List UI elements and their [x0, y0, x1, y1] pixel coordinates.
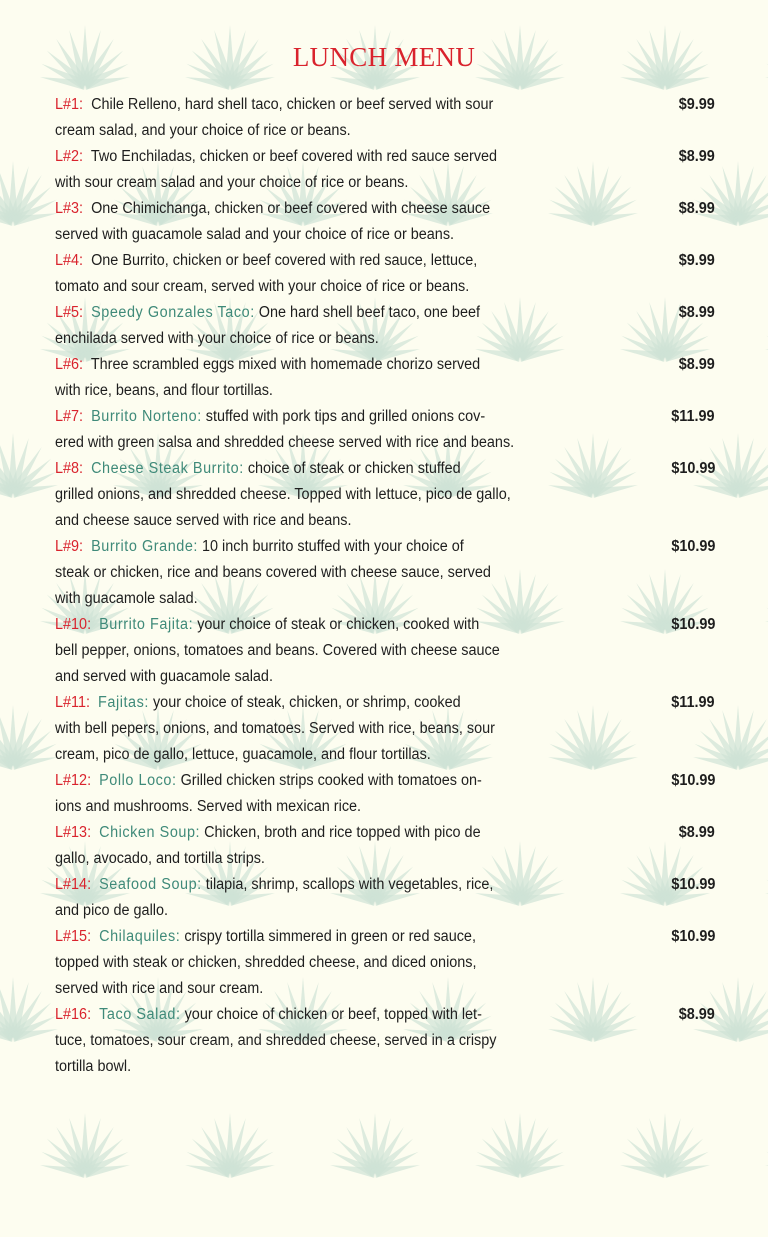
item-code: L#6:	[55, 356, 84, 373]
menu-item	[55, 768, 715, 820]
item-code: L#16:	[55, 1006, 92, 1023]
item-description: tomato and sour cream, served with your choice of rice or beans.	[55, 278, 470, 295]
item-description: One Burrito, chicken or beef covered with red sauce, lettuce,	[91, 252, 478, 269]
menu-item-line	[55, 638, 613, 664]
menu-item-line	[55, 924, 613, 950]
item-description: One hard shell beef taco, one beef	[258, 304, 480, 321]
item-description: and pico de gallo.	[55, 902, 169, 919]
menu-item-line	[55, 1002, 613, 1028]
item-description: served with rice and sour cream.	[55, 980, 264, 997]
item-description: 10 inch burrito stuffed with your choice of	[202, 538, 464, 555]
item-name: Fajitas:	[98, 694, 149, 711]
item-description: choice of steak or chicken stuffed	[247, 460, 461, 477]
item-price: $8.99	[678, 824, 715, 841]
menu-item-line	[55, 742, 613, 768]
menu-item	[55, 248, 715, 300]
item-code: L#1:	[55, 96, 84, 113]
item-price: $10.99	[670, 772, 715, 789]
item-description: Chicken, broth and rice topped with pico de	[204, 824, 481, 841]
item-code: L#7:	[55, 408, 84, 425]
menu-item	[55, 924, 715, 1002]
item-name: Chilaquiles:	[99, 928, 181, 945]
item-price: $8.99	[678, 304, 715, 321]
menu-item-line	[55, 976, 613, 1002]
item-description: and served with guacamole salad.	[55, 668, 273, 685]
item-price: $8.99	[678, 356, 715, 373]
menu-list	[55, 92, 715, 1080]
item-description: served with guacamole salad and your choice of rice or beans.	[55, 226, 455, 243]
item-description: crispy tortilla simmered in green or red sauce,	[184, 928, 476, 945]
menu-item	[55, 196, 715, 248]
menu-item	[55, 612, 715, 690]
item-code: L#10:	[55, 616, 92, 633]
item-price: $9.99	[678, 252, 715, 269]
item-code: L#4:	[55, 252, 84, 269]
item-description: enchilada served with your choice of rice or beans.	[55, 330, 379, 347]
item-description: tilapia, shrimp, scallops with vegetables, rice,	[205, 876, 494, 893]
item-name: Burrito Grande:	[91, 538, 199, 555]
item-description: your choice of steak or chicken, cooked with	[197, 616, 480, 633]
menu-item-line	[55, 1028, 613, 1054]
item-price: $10.99	[670, 460, 715, 477]
menu-item-line	[55, 456, 613, 482]
item-name: Taco Salad:	[99, 1006, 181, 1023]
menu-item-line	[55, 300, 613, 326]
menu-title: LUNCH MENU	[292, 42, 476, 72]
menu-item-line	[55, 846, 613, 872]
item-description: gallo, avocado, and tortilla strips.	[55, 850, 265, 867]
menu-item	[55, 404, 715, 456]
item-code: L#2:	[55, 148, 84, 165]
item-code: L#12:	[55, 772, 92, 789]
menu-item-line	[55, 586, 613, 612]
menu-item-line	[55, 768, 613, 794]
menu-item-line	[55, 378, 613, 404]
item-description: steak or chicken, rice and beans covered with cheese sauce, served	[55, 564, 491, 581]
item-description: cream, pico de gallo, lettuce, guacamole, and flour tortillas.	[55, 746, 431, 763]
menu-item-line	[55, 248, 613, 274]
item-code: L#8:	[55, 460, 84, 477]
item-code: L#3:	[55, 200, 84, 217]
item-description: One Chimichanga, chicken or beef covered with cheese sauce	[91, 200, 491, 217]
menu-item-line	[55, 716, 613, 742]
item-name: Seafood Soup:	[99, 876, 202, 893]
menu-item	[55, 300, 715, 352]
item-code: L#15:	[55, 928, 92, 945]
item-price: $11.99	[671, 408, 715, 425]
menu-item-line	[55, 430, 613, 456]
menu-item-line	[55, 950, 613, 976]
menu-item	[55, 534, 715, 612]
menu-item	[55, 456, 715, 534]
menu-item-line	[55, 872, 613, 898]
item-description: with rice, beans, and flour tortillas.	[55, 382, 273, 399]
menu-item-line	[55, 612, 613, 638]
item-description: Three scrambled eggs mixed with homemade chorizo served	[90, 356, 481, 373]
menu-item-line	[55, 794, 613, 820]
menu-item-line	[55, 170, 613, 196]
item-description: topped with steak or chicken, shredded cheese, and diced onions,	[55, 954, 477, 971]
item-description: bell pepper, onions, tomatoes and beans. Covered with cheese sauce	[55, 642, 500, 659]
item-description: Grilled chicken strips cooked with tomatoes on-	[180, 772, 482, 789]
menu-item-line	[55, 274, 613, 300]
item-price: $8.99	[678, 148, 715, 165]
item-description: your choice of steak, chicken, or shrimp, cooked	[152, 694, 461, 711]
item-price: $10.99	[670, 876, 715, 893]
item-description: ered with green salsa and shredded cheese served with rice and beans.	[55, 434, 515, 451]
menu-item-line	[55, 664, 613, 690]
item-description: with sour cream salad and your choice of rice or beans.	[55, 174, 409, 191]
item-price: $9.99	[678, 96, 715, 113]
menu-item	[55, 144, 715, 196]
item-price: $10.99	[670, 616, 715, 633]
menu-item-line	[55, 820, 613, 846]
menu-item	[55, 92, 715, 144]
item-description: tortilla bowl.	[55, 1058, 132, 1075]
item-description: Two Enchiladas, chicken or beef covered with red sauce served	[90, 148, 498, 165]
menu-item-line	[55, 196, 613, 222]
item-description: and cheese sauce served with rice and beans.	[55, 512, 352, 529]
menu-item	[55, 872, 715, 924]
item-name: Burrito Norteno:	[91, 408, 202, 425]
menu-item-line	[55, 690, 613, 716]
menu-item	[55, 1002, 715, 1080]
item-price: $11.99	[671, 694, 715, 711]
menu-item-line	[55, 482, 613, 508]
item-description: cream salad, and your choice of rice or beans.	[55, 122, 351, 139]
item-name: Speedy Gonzales Taco:	[91, 304, 255, 321]
menu-item-line	[55, 222, 613, 248]
menu-item-line	[55, 404, 613, 430]
item-description: stuffed with pork tips and grilled onions cov-	[205, 408, 486, 425]
item-name: Burrito Fajita:	[99, 616, 194, 633]
menu-item-line	[55, 92, 613, 118]
menu-item-line	[55, 118, 613, 144]
item-description: your choice of chicken or beef, topped with let-	[184, 1006, 482, 1023]
item-description: with bell pepers, onions, and tomatoes. Served with rice, beans, sour	[55, 720, 495, 737]
menu-item-line	[55, 898, 613, 924]
menu-item-line	[55, 560, 613, 586]
item-description: tuce, tomatoes, sour cream, and shredded cheese, served in a crispy	[55, 1032, 497, 1049]
item-code: L#14:	[55, 876, 92, 893]
item-name: Chicken Soup:	[99, 824, 201, 841]
menu-item-line	[55, 508, 613, 534]
menu-item	[55, 352, 715, 404]
item-description: Chile Relleno, hard shell taco, chicken or beef served with sour	[91, 96, 494, 113]
item-description: grilled onions, and shredded cheese. Topped with lettuce, pico de gallo,	[55, 486, 511, 503]
item-description: with guacamole salad.	[55, 590, 198, 607]
item-code: L#5:	[55, 304, 84, 321]
menu-item-line	[55, 534, 613, 560]
item-price: $8.99	[678, 200, 715, 217]
item-price: $10.99	[670, 928, 715, 945]
item-name: Cheese Steak Burrito:	[91, 460, 244, 477]
menu-item-line	[55, 352, 613, 378]
item-code: L#11:	[55, 694, 91, 711]
item-code: L#13:	[55, 824, 92, 841]
menu-item	[55, 690, 715, 768]
menu-item	[55, 820, 715, 872]
item-code: L#9:	[55, 538, 84, 555]
menu-item-line	[55, 326, 613, 352]
menu-item-line	[55, 1054, 613, 1080]
item-description: ions and mushrooms. Served with mexican rice.	[55, 798, 362, 815]
item-price: $10.99	[670, 538, 715, 555]
item-name: Pollo Loco:	[99, 772, 177, 789]
menu-item-line	[55, 144, 613, 170]
item-price: $8.99	[678, 1006, 715, 1023]
